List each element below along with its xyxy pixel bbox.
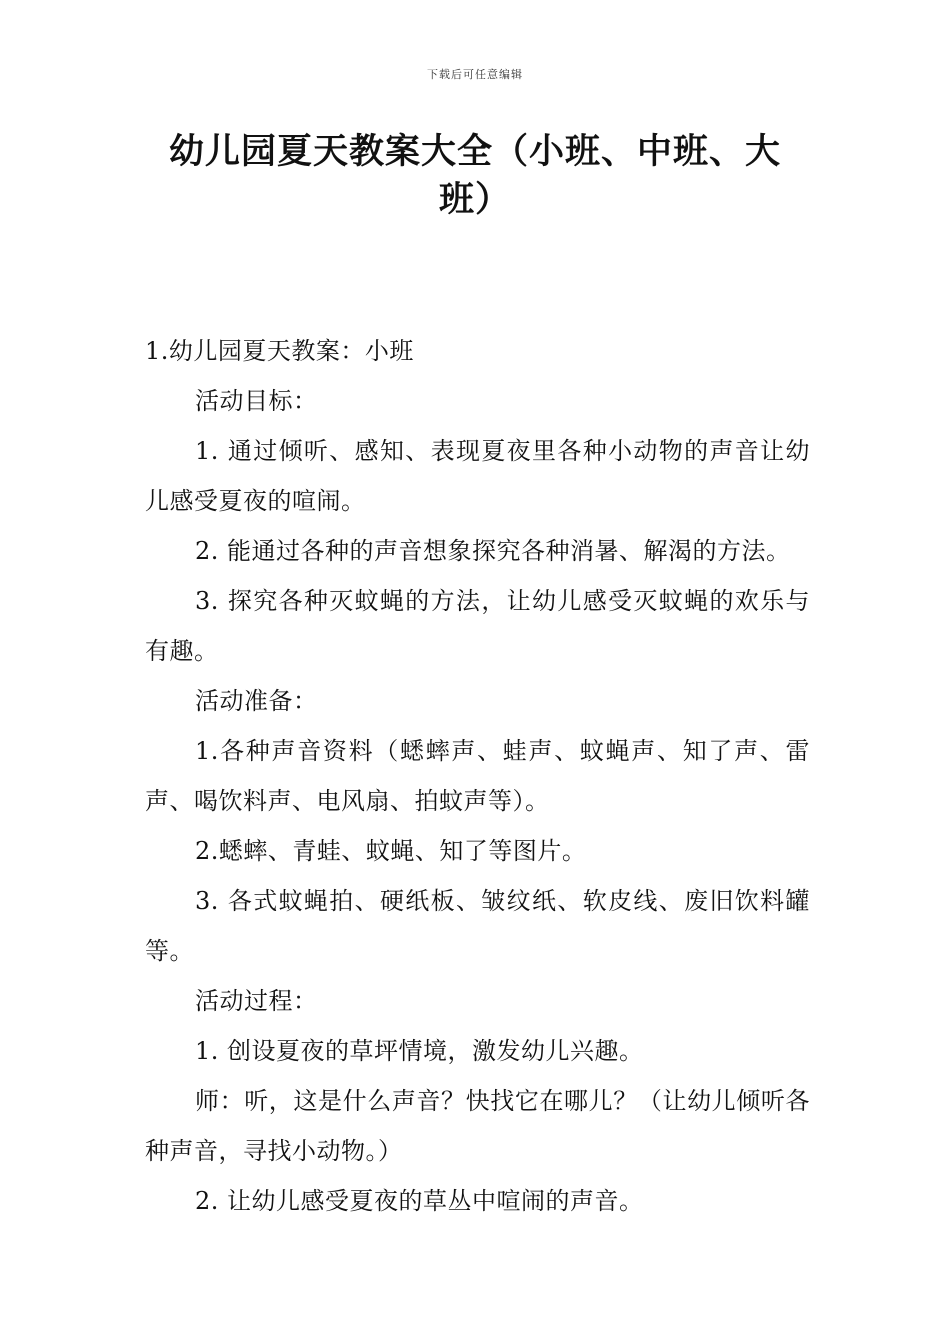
document-body <box>145 326 810 1226</box>
paragraph: 3. 各式蚊蝇拍、硬纸板、皱纹纸、软皮线、废旧饮料罐等。 <box>145 887 810 965</box>
paragraph: 师：听，这是什么声音？快找它在哪儿？（让幼儿倾听各种声音，寻找小动物。） <box>145 1087 810 1165</box>
paragraph: 2. 能通过各种的声音想象探究各种消暑、解渴的方法。 <box>195 537 791 565</box>
paragraph: 2.蟋蟀、青蛙、蚊蝇、知了等图片。 <box>195 837 587 865</box>
paragraph: 活动准备： <box>195 687 318 715</box>
paragraph: 1.幼儿园夏天教案：小班 <box>145 337 414 365</box>
paragraph: 活动目标： <box>195 387 318 415</box>
paragraph: 1. 创设夏夜的草坪情境，激发幼儿兴趣。 <box>195 1037 644 1065</box>
header-note: 下载后可任意编辑 <box>427 68 523 81</box>
paragraph: 2. 让幼儿感受夏夜的草丛中喧闹的声音。 <box>195 1187 644 1215</box>
paragraph: 活动过程： <box>195 987 318 1015</box>
paragraph: 1. 通过倾听、感知、表现夏夜里各种小动物的声音让幼儿感受夏夜的喧闹。 <box>145 437 810 515</box>
paragraph: 3. 探究各种灭蚊蝇的方法，让幼儿感受灭蚊蝇的欢乐与有趣。 <box>145 587 810 665</box>
paragraph: 1.各种声音资料（蟋蟀声、蛙声、蚊蝇声、知了声、雷声、喝饮料声、电风扇、拍蚊声等）。 <box>145 737 810 815</box>
document-title: 幼儿园夏天教案大全（小班、中班、大班） <box>168 132 781 220</box>
